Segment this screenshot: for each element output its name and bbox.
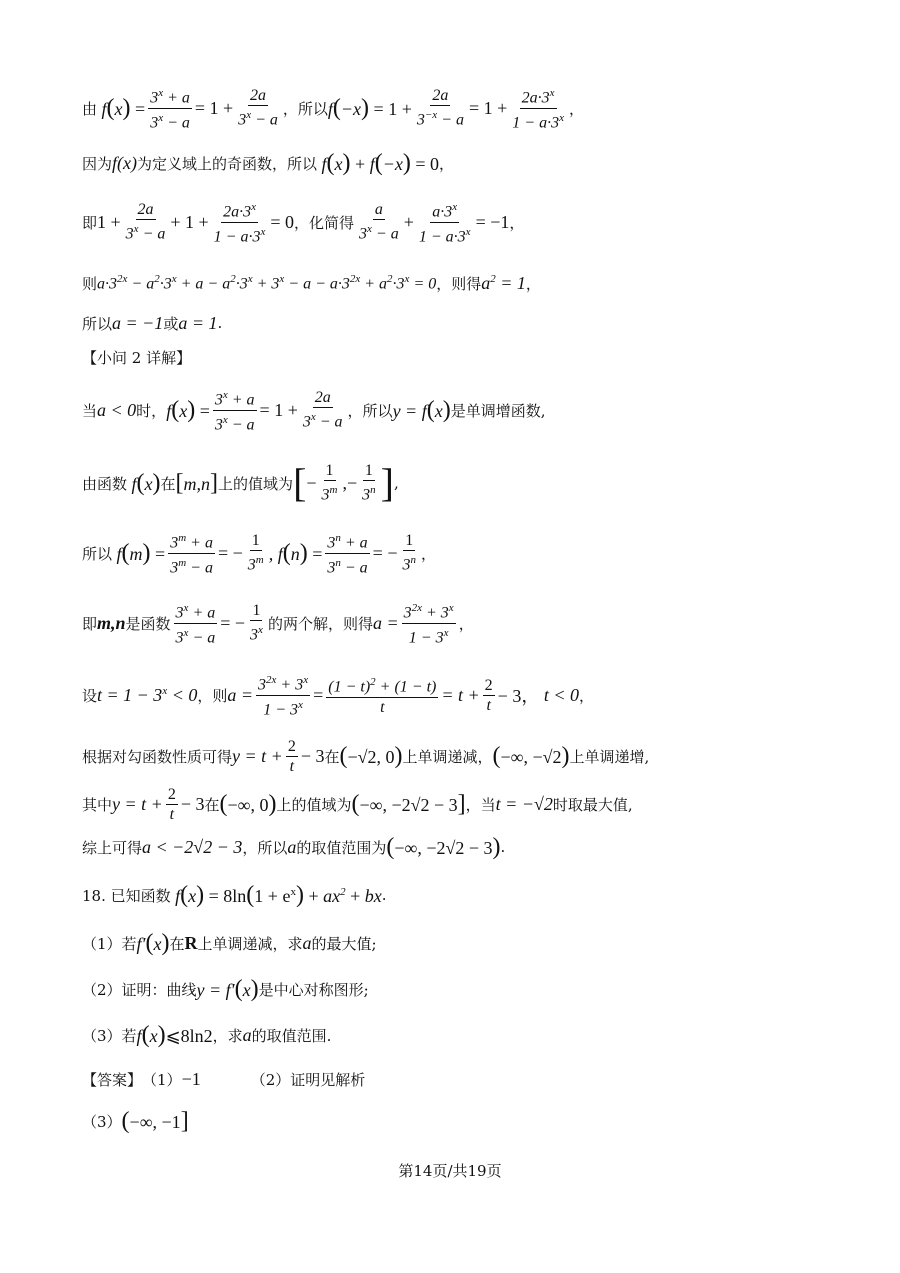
section-heading [82,340,191,374]
text: 在 [160,474,176,493]
text: 所以 [82,544,113,563]
math: (−∞, 0) [219,791,277,817]
math: = 1 + [259,399,298,420]
text: 综上可得 [82,838,143,857]
math: a [242,1024,252,1045]
math: = −1 [475,211,510,232]
line-13 [82,830,505,864]
math: −1 [181,1068,201,1089]
text: ， [458,614,474,633]
text: 的两个解，则得 [267,614,373,633]
math: (−∞, −1] [121,1108,189,1134]
fraction: $\frac{1}{3^n}$ [402,532,416,574]
fraction: $\frac{1}{3^m}$ [321,462,338,504]
math: f(x) + f(−x) = 0 [317,150,439,176]
math: y = f(x) [392,397,451,423]
text: 的最大值; [311,934,377,953]
text: ， [525,274,541,293]
line-5 [82,306,222,340]
text: . [217,314,223,332]
math: a = [372,612,399,633]
text: 18. 已知函数 [82,886,171,905]
line-9 [82,600,474,646]
text: ，求 [212,1026,243,1045]
math: y = t + [112,793,163,814]
fraction: $\frac{2}{t}$ [167,785,176,823]
math: (−∞, −√2) [492,743,570,769]
math: y = t + [232,745,283,766]
text: 上的值域为 [218,474,294,493]
fraction: $\frac{3^n + a}{3^n - a}$ [325,529,369,577]
text: ， [420,544,436,563]
text: ， [568,99,584,118]
fraction: $\frac{2}{t}$ [484,676,493,714]
math: (−∞, −2√2 − 3) [386,834,501,860]
math: f(m) = [112,540,166,566]
math: = t + [441,684,480,705]
fraction: $\frac{3^m + a}{3^m - a}$ [168,529,215,577]
text: . [381,886,387,904]
section-title: 【小问 2 详解】 [82,348,192,367]
fraction: $\frac{2a}{3^x - a}$ [238,87,278,129]
line-11 [82,734,649,778]
fraction: $\frac{2a}{3^{-x} - a}$ [416,87,464,129]
math: (−∞, −2√2 − 3] [351,791,466,817]
math: R [184,932,198,953]
answer-line [82,1062,365,1096]
fraction: $\frac{3^{2x} + 3^x}{1 - 3^x}$ [402,599,456,647]
fraction: $\frac{2}{t}$ [287,737,296,775]
text: （2）证明：曲线 [82,980,197,999]
math: (−√2, 0) [339,743,403,769]
fraction: $\frac{a\cdot 3^x}{1 - a\cdot 3^x}$ [417,198,473,246]
text: ，当 [465,795,496,814]
math: ,− [342,472,358,493]
math: − [306,472,317,493]
math: − 3 [180,793,205,814]
text: ， [509,213,525,232]
text: ，化简得 [294,213,355,232]
answer-label: 【答案】 [82,1070,143,1089]
line-8 [82,530,436,576]
line-2 [82,146,454,180]
math: a [287,836,297,857]
text: 即 [82,213,98,232]
math: f(x)⩽8ln2 [136,1022,213,1048]
fraction: $\frac{3^x + a}{3^x - a}$ [213,386,257,434]
text: 上单调递增, [569,747,650,766]
math: $a^2 = 1$ [481,272,526,293]
text: 是中心对称图形; [258,980,369,999]
text: 在 [169,934,185,953]
fraction: $\frac{1}{3^x}$ [250,602,263,644]
math: = 1 + [194,97,234,118]
bracket: ] [380,460,394,505]
math: = − [372,542,398,563]
line-4 [82,266,541,300]
math: a < −2√2 − 3 [142,836,243,857]
text: 即 [82,614,98,633]
math: , f(n) = [268,540,323,566]
math: f(x) [112,152,137,173]
text: 的取值范围. [251,1026,332,1045]
math: = − [220,612,246,633]
math: = − [217,542,243,563]
math: [m,n] [175,470,219,496]
math: − 3， [497,686,540,706]
text: （1） [142,1070,182,1089]
line-7 [82,458,399,508]
line-10 [82,672,594,718]
text: 设 [82,686,98,705]
text: 为定义域上的奇函数，所以 [137,154,318,173]
answer-line-3 [82,1104,189,1138]
math: f(x) = [97,95,146,121]
text: 当 [82,401,98,420]
text: . [500,838,506,856]
fraction: $\frac{1}{3^m}$ [247,532,264,574]
text: ，所以 [242,838,288,857]
math: $f(x) = 8\ln(1 + e^x) + ax^2$ + bx [170,882,382,908]
text: ，则得 [436,274,482,293]
fraction: $\frac{2a\cdot 3^x}{1 - a\cdot 3^x}$ [212,198,268,246]
text: 是单调增函数, [450,401,546,420]
math: + 1 + [170,211,209,232]
text: 或 [163,314,179,333]
sub-question-3 [82,1018,331,1052]
text: 所以 [82,314,113,333]
fraction: $\frac{2a}{3^x - a}$ [125,201,166,243]
fraction: $\frac{(1 - t)^2 + (1 - t)}{t}$ [326,673,438,716]
math: = 0 [270,211,295,232]
line-1 [82,86,584,130]
text: 则 [82,274,98,293]
math: y = f′(x) [196,976,259,1002]
bracket: [ [293,460,307,505]
math: − 3 [300,745,325,766]
fraction: $\frac{2a}{3^x - a}$ [302,389,343,431]
math: a = 1 [178,312,218,333]
fraction: a $3^x - a$ [359,201,399,243]
text: 时取最大值, [552,795,633,814]
text: 上单调递减， [402,747,493,766]
math: f(x) [127,470,161,496]
text: ， [439,154,455,173]
text: 在 [204,795,220,814]
text: （1）若 [82,934,137,953]
math: = [313,684,324,705]
math: f(−x) = 1 + [327,95,412,121]
math: $a\cdot 3^{2x} - a^2\cdot 3^x + a - a^2\cdot 3^x + 3^x - a - a\cdot 3^{2x} + a^2\cdot 3^x = 0$ [97,272,437,293]
sub-question-1 [82,926,377,960]
math: a < 0 [97,399,137,420]
text: 因为 [82,154,113,173]
math: + [403,211,414,232]
fraction: $\frac{2a\cdot 3^x}{1 - a\cdot 3^x}$ [510,84,566,132]
sub-question-2 [82,972,369,1006]
math: t < 0 [539,684,579,705]
fraction: $\frac{3^x + a}{3^x - a}$ [174,599,218,647]
text: 在 [324,747,340,766]
math: f′(x) [136,930,170,956]
text: 上单调递减，求 [197,934,303,953]
math: f(x) = [166,397,210,423]
text: 其中 [82,795,113,814]
text: 是函数 [125,614,171,633]
text: （3）若 [82,1026,137,1045]
text: ，则 [197,686,228,705]
math: = 1 + [468,97,508,118]
line-3 [82,200,524,244]
math: a = [227,684,254,705]
math: t = −√2 [495,793,553,814]
text: 时， [136,401,167,420]
line-12 [82,782,633,826]
text: ，所以 [282,99,328,118]
text: 由 [82,99,98,118]
fraction: $\frac{1}{3^n}$ [362,462,376,504]
math: a = −1 [112,312,164,333]
text: ，所以 [347,401,393,420]
math: $t = 1 - 3^x < 0$ [97,684,198,705]
question-18 [82,878,387,912]
text: , [393,474,399,492]
text: ， [578,686,594,705]
math: m,n [97,612,126,633]
fraction: $\frac{3^x + a}{3^x - a}$ [148,84,192,132]
text: 的取值范围为 [296,838,387,857]
text: 由函数 [82,474,128,493]
text: （3） [82,1112,122,1131]
text: 上的值域为 [276,795,352,814]
fraction: $\frac{3^{2x} + 3^x}{1 - 3^x}$ [256,671,310,719]
math: a [302,932,312,953]
math: 1 + [97,211,121,232]
text: （2）证明见解析 [250,1070,366,1089]
text: 根据对勾函数性质可得 [82,747,233,766]
page-footer: 第14页/共19页 [398,1162,502,1180]
line-6 [82,388,545,432]
